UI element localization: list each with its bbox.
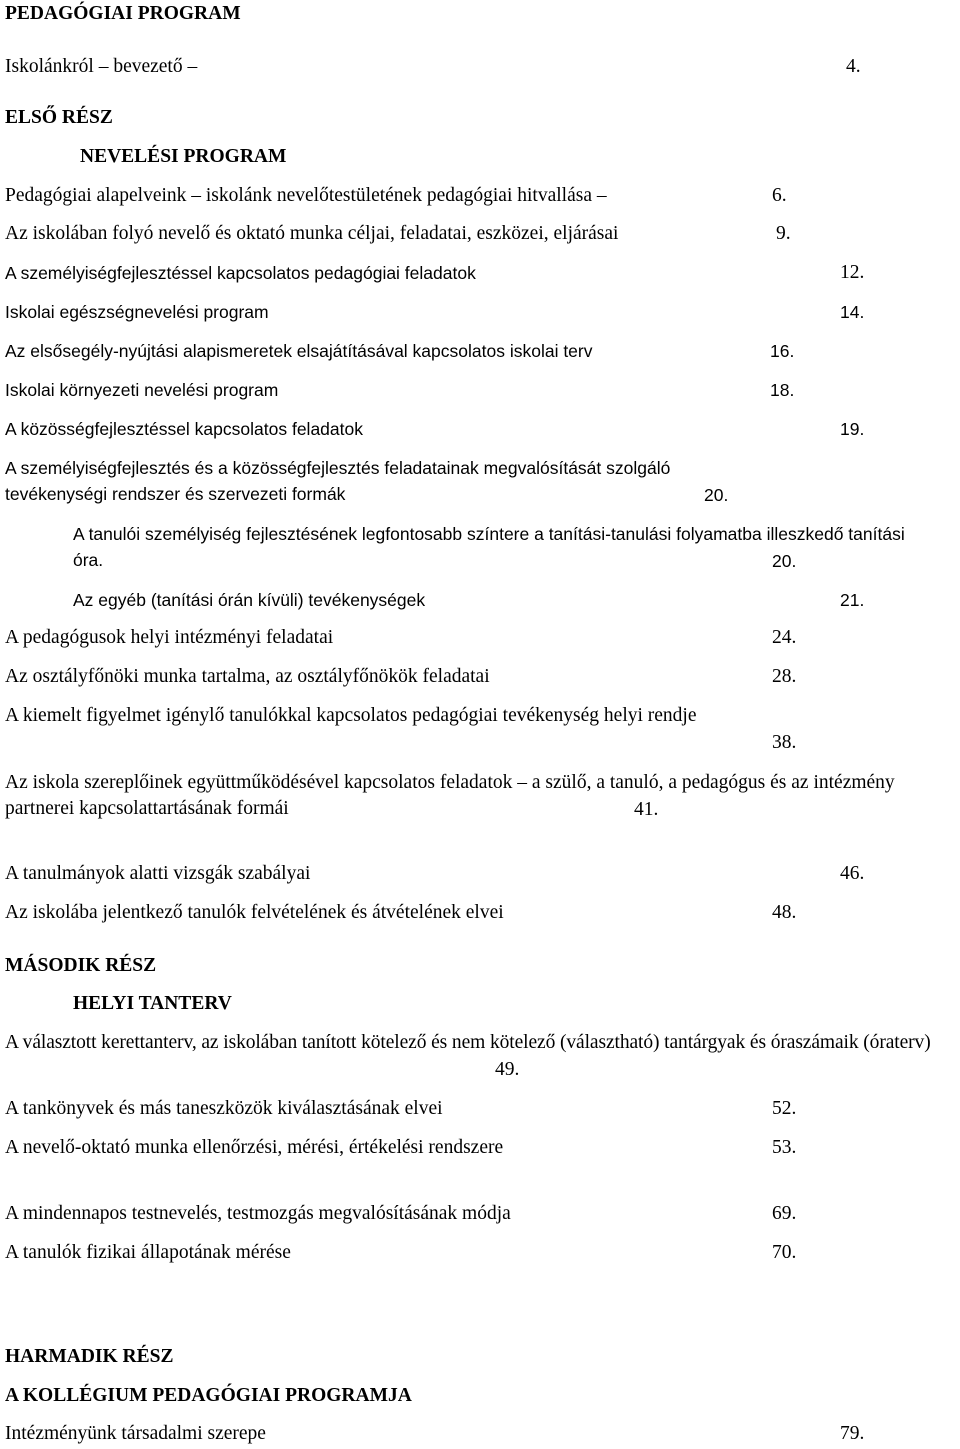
document-title: PEDAGÓGIAI PROGRAM xyxy=(5,3,241,24)
toc-page-number: 41. xyxy=(634,799,659,820)
toc-entry: Az osztályfőnöki munka tartalma, az osztályfőnökök feladatai xyxy=(5,666,490,687)
part-heading: MÁSODIK RÉSZ xyxy=(5,955,157,976)
toc-page-number: 46. xyxy=(840,863,865,884)
part-subheading: A KOLLÉGIUM PEDAGÓGIAI PROGRAMJA xyxy=(5,1385,412,1406)
toc-entry: Pedagógiai alapelveink – iskolánk nevelőtestületének pedagógiai hitvallása – xyxy=(5,185,607,206)
toc-page-number: 18. xyxy=(770,380,795,400)
toc-entry-multiline: A személyiségfejlesztés és a közösségfejlesztés feladatainak megvalósítását szolgáló tevékenységi rendszer és szervezeti formák xyxy=(5,458,671,504)
toc-page-number: 52. xyxy=(772,1098,797,1119)
toc-page-number: 48. xyxy=(772,902,797,923)
toc-entry: A mindennapos testnevelés, testmozgás megvalósításának módja xyxy=(5,1203,511,1224)
toc-subentry-multiline: A tanulói személyiség fejlesztésének legfontosabb színtere a tanítási-tanulási folyamatba illeszkedő tanítási óra. xyxy=(73,524,905,570)
toc-entry: Az iskolában folyó nevelő és oktató munka céljai, feladatai, eszközei, eljárásai xyxy=(5,223,619,244)
toc-page-number: 6. xyxy=(772,185,787,206)
toc-entry: Intézményünk társadalmi szerepe xyxy=(5,1423,266,1444)
toc-page-number: 69. xyxy=(772,1203,797,1224)
toc-page-number: 53. xyxy=(772,1137,797,1158)
toc-entry: Iskolai egészségnevelési program xyxy=(5,302,269,322)
toc-entry-multiline: Az iskola szereplőinek együttműködésével kapcsolatos feladatok – a szülő, a tanuló, a pedagógus és az intézmény partnerei kapcsolattartásának formái xyxy=(5,772,895,819)
toc-page-number: 16. xyxy=(770,341,795,361)
toc-page-number: 70. xyxy=(772,1242,797,1263)
toc-page-number: 20. xyxy=(704,485,729,505)
toc-entry: A tanulmányok alatti vizsgák szabályai xyxy=(5,863,311,884)
part-heading: HARMADIK RÉSZ xyxy=(5,1346,174,1367)
part-heading: ELSŐ RÉSZ xyxy=(5,107,113,128)
toc-page-number: 12. xyxy=(840,262,865,283)
toc-entry: A személyiségfejlesztéssel kapcsolatos pedagógiai feladatok xyxy=(5,263,476,283)
toc-entry: A nevelő-oktató munka ellenőrzési, mérési, értékelési rendszere xyxy=(5,1137,504,1158)
toc-page-number: 19. xyxy=(840,419,865,439)
toc-page-number: 38. xyxy=(772,732,797,753)
toc-page-number: 9. xyxy=(776,223,791,244)
toc-page-number: 14. xyxy=(840,302,865,322)
toc-page-number: 21. xyxy=(840,590,865,610)
toc-entry-multiline: A választott kerettanterv, az iskolában tanított kötelező és nem kötelező (választható) tantárgyak és óraszámaik (óraterv) xyxy=(5,1032,931,1053)
toc-entry: A tanulók fizikai állapotának mérése xyxy=(5,1242,291,1263)
toc-entry: Az elsősegély-nyújtási alapismeretek elsajátításával kapcsolatos iskolai terv xyxy=(5,341,593,361)
toc-page-number: 24. xyxy=(772,627,797,648)
toc-subentry: Az egyéb (tanítási órán kívüli) tevékenységek xyxy=(73,590,426,610)
toc-entry: A tankönyvek és más taneszközök kiválasztásának elvei xyxy=(5,1098,443,1119)
toc-page-number: 28. xyxy=(772,666,797,687)
toc-entry-intro: Iskolánkról – bevezető – xyxy=(5,56,198,77)
toc-page-number: 20. xyxy=(772,551,797,571)
toc-page-number: 49. xyxy=(495,1059,520,1080)
toc-entry: A pedagógusok helyi intézményi feladatai xyxy=(5,627,334,648)
toc-page-number: 79. xyxy=(840,1423,865,1444)
part-subheading: HELYI TANTERV xyxy=(73,993,232,1014)
toc-page-number: 4. xyxy=(846,56,861,77)
toc-entry: Iskolai környezeti nevelési program xyxy=(5,380,279,400)
toc-entry: A közösségfejlesztéssel kapcsolatos feladatok xyxy=(5,419,363,439)
part-subheading: NEVELÉSI PROGRAM xyxy=(80,146,287,167)
toc-entry: A kiemelt figyelmet igénylő tanulókkal kapcsolatos pedagógiai tevékenység helyi rendje xyxy=(5,705,697,726)
toc-entry: Az iskolába jelentkező tanulók felvételének és átvételének elvei xyxy=(5,902,504,923)
